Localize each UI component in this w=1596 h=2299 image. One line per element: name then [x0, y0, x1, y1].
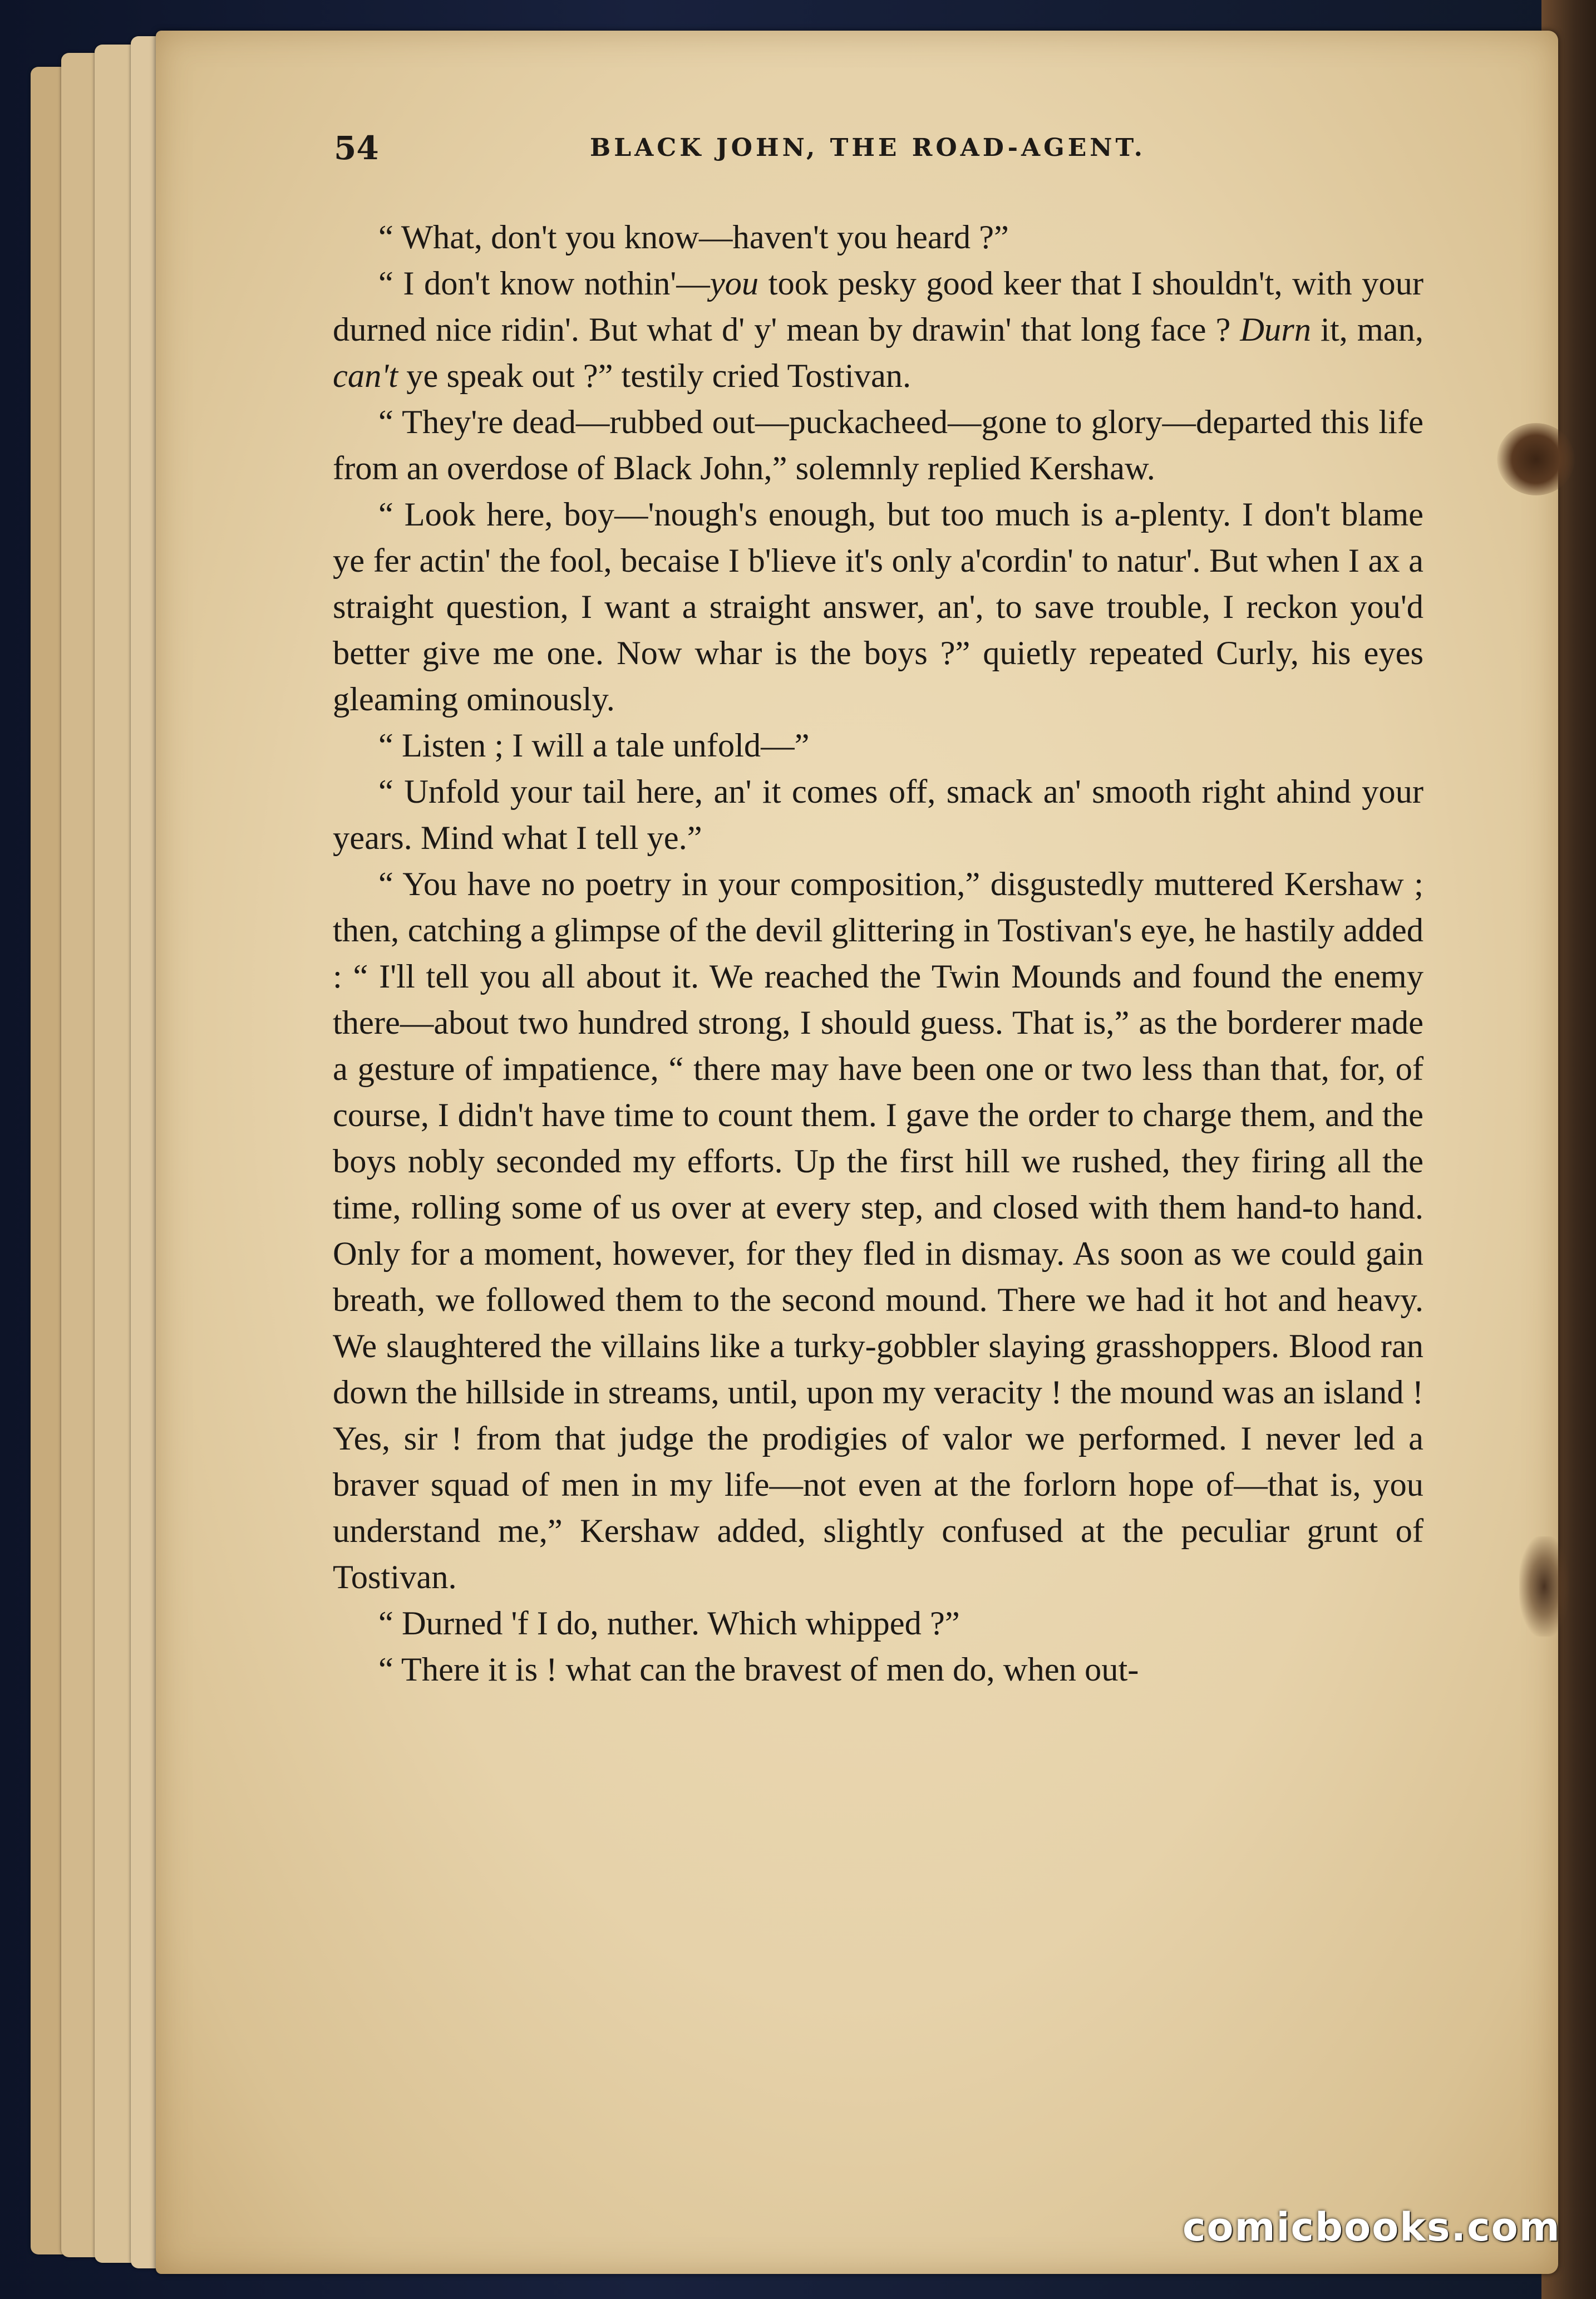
paragraph-text: “ What, don't you know—haven't you heard ?”: [378, 219, 1009, 256]
paragraph-text: “ I don't know nothin'—: [378, 265, 710, 302]
paragraph: [333, 1647, 1423, 1693]
paragraph: [333, 861, 1423, 1600]
paragraph-text: “ Look here, boy—'nough's enough, but too much is a-plenty. I don't blame ye fer actin' the fool, becaise I b'lieve it's only a'cordin' to natur'. But when I ax a straight question, I want a straight answer, an', to save trouble, I reckon you'd better give me one. Now whar is the boys ?” quietly repeated Curly, his eyes gleaming ominously.: [333, 496, 1423, 718]
paragraph-text: ye speak out ?” testily cried Tostivan.: [398, 357, 912, 395]
paragraph-text: “ You have no poetry in your composition,” disgustedly muttered Kershaw ; then, catching a glimpse of the devil glittering in Tostivan's eye, he hastily added : “ I'll tell you all about it. We reached the Twin Mounds and found the enemy there—about two hundred strong, I should guess. That is,” as the borderer made a gesture of impatience, “ there may have been one or two less than that, for, of course, I didn't have time to count them. I gave the order to charge them, and the boys nobly seconded my efforts. Up the first hill we rushed, they firing all the time, rolling some of us over at every step, and closed with them hand-to hand. Only for a moment, however, for they fled in dismay. As soon as we could gain breath, we followed them to the second mound. There we had it hot and heavy. We slaughtered the villains like a turky-gobbler slaying grasshoppers. Blood ran down the hillside in streams, until, upon my veracity ! the mound was an island ! Yes, sir ! from that judge the prodigies of valor we performed. I never led a braver squad of men in my life—not even at the forlorn hope of—that is, you understand me,” Kershaw added, slightly confused at the peculiar grunt of Tostivan.: [333, 866, 1423, 1596]
paragraph-text: “ They're dead—rubbed out—puckacheed—gone to glory—departed this life from an overdose of Black John,” solemnly replied Kershaw.: [333, 404, 1423, 487]
paragraph: [333, 492, 1423, 723]
italic-text: Durn: [1240, 311, 1312, 348]
page-number: 54: [334, 129, 379, 167]
italic-text: can't: [333, 357, 398, 395]
paragraph: [333, 214, 1423, 261]
paragraph-text: “ Unfold your tail here, an' it comes off, smack an' smooth right ahind your years. Mind what I tell ye.”: [333, 773, 1423, 857]
site-watermark: comicbooks.com: [1183, 2204, 1561, 2250]
page-stain: [1519, 1536, 1569, 1637]
paragraph-text: “ Listen ; I will a tale unfold—”: [378, 727, 810, 764]
italic-text: you: [710, 265, 759, 302]
paragraph-text: “ Durned 'f I do, nuther. Which whipped ?”: [378, 1605, 960, 1642]
paragraph: [333, 261, 1423, 399]
paragraph-text: “ There it is ! what can the bravest of men do, when out-: [378, 1651, 1139, 1688]
paragraph: [333, 723, 1423, 769]
paragraph: [333, 1600, 1423, 1647]
body-text: [333, 214, 1423, 1693]
paragraph-text: took pesky good keer that I shouldn't, with your durned nice ridin'. But what d' y' mean by drawin' that long face ?: [333, 265, 1423, 348]
paragraph: [333, 399, 1423, 492]
page-stain: [1497, 423, 1575, 495]
paragraph-text: it, man,: [1311, 311, 1424, 348]
running-header: [334, 129, 1458, 174]
running-title: BLACK JOHN, THE ROAD-AGENT.: [590, 134, 1146, 162]
paragraph: [333, 769, 1423, 861]
